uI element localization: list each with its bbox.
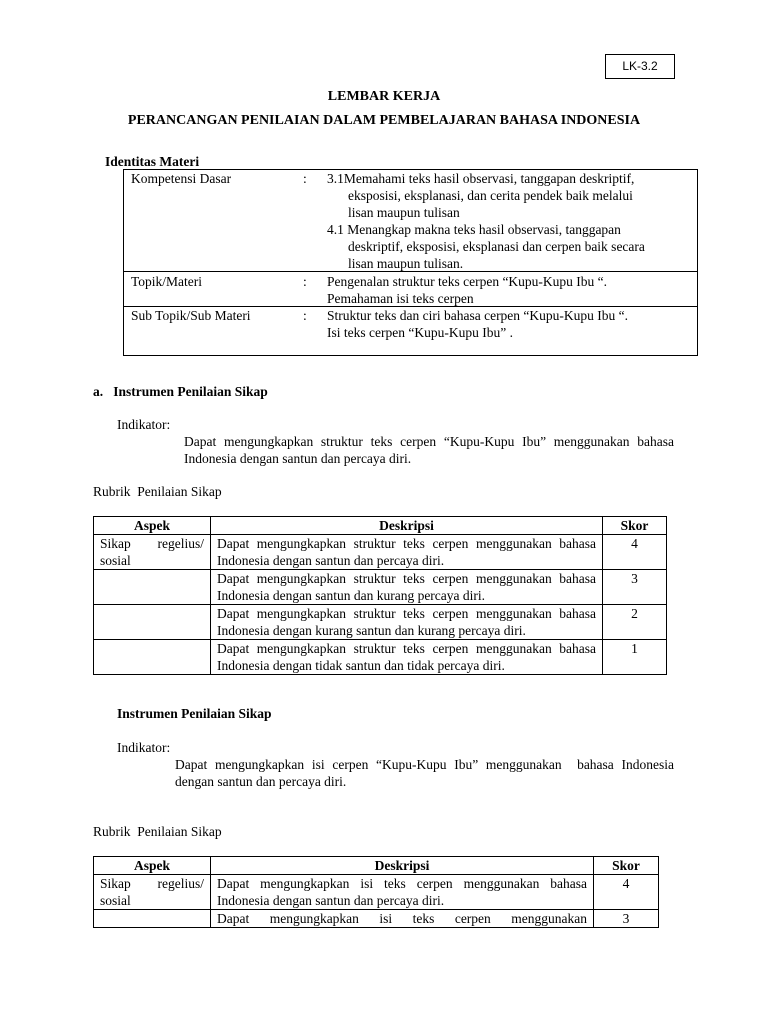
section-b-indikator-text: Dapat mengungkapkan isi cerpen “Kupu-Kupu Ibu” menggunakan bahasa Indonesia dengan santun dan percaya diri.: [175, 757, 678, 789]
kompetensi-line: deskriptif, eksposisi, eksplanasi dan cerpen baik secara: [348, 239, 645, 254]
cell-aspek: Sikap regelius/ sosial: [94, 875, 211, 910]
table-row: [94, 640, 667, 675]
cell-deskripsi: Dapat mengungkapkan struktur teks cerpen menggunakan bahasa Indonesia dengan santun dan percaya diri.: [211, 535, 603, 570]
cell-deskripsi: Dapat mengungkapkan struktur teks cerpen menggunakan bahasa Indonesia dengan kurang santun dan kurang percaya diri.: [211, 605, 603, 640]
section-b-rubrik-label: Rubrik Penilaian Sikap: [93, 824, 222, 839]
document-code-badge: [605, 54, 675, 79]
table-row: [94, 570, 667, 605]
cell-deskripsi: Dapat mengungkapkan struktur teks cerpen menggunakan bahasa Indonesia dengan santun dan kurang percaya diri.: [211, 570, 603, 605]
section-a-rubrik-label: Rubrik Penilaian Sikap: [93, 484, 222, 499]
page-subtitle: PERANCANGAN PENILAIAN DALAM PEMBELAJARAN BAHASA INDONESIA: [127, 113, 641, 128]
section-b-heading: Instrumen Penilaian Sikap: [117, 706, 272, 721]
cell-aspek: [94, 910, 211, 928]
section-a-indikator-label: Indikator:: [117, 417, 171, 432]
topik-line: Pemahaman isi teks cerpen: [327, 291, 474, 306]
cell-aspek: [94, 570, 211, 605]
topik-label: Topik/Materi: [131, 274, 203, 289]
table-header-row: [94, 857, 659, 875]
subtopik-label: Sub Topik/Sub Materi: [131, 308, 251, 323]
topik-colon: :: [303, 274, 307, 289]
kompetensi-line: eksposisi, eksplanasi, dan cerita pendek baik melalui: [348, 188, 633, 203]
identitas-box: [123, 169, 698, 356]
cell-skor: 3: [594, 910, 659, 928]
subtopik-line: Isi teks cerpen “Kupu-Kupu Ibu” .: [327, 325, 513, 340]
table-row: [94, 535, 667, 570]
kompetensi-line: 4.1 Menangkap makna teks hasil observasi, tanggapan: [327, 222, 621, 237]
section-a-indikator-text: Dapat mengungkapkan struktur teks cerpen “Kupu-Kupu Ibu” menggunakan bahasa Indonesia dengan santun dan percaya diri.: [184, 434, 674, 466]
cell-skor: 2: [603, 605, 667, 640]
row-divider: [124, 271, 697, 272]
cell-aspek: Sikap regelius/ sosial: [94, 535, 211, 570]
kompetensi-line: lisan maupun tulisan: [348, 205, 460, 220]
table-row: [94, 875, 659, 910]
rubric-table-a: [93, 516, 667, 675]
page-title: LEMBAR KERJA: [327, 89, 441, 104]
kompetensi-label: Kompetensi Dasar: [131, 171, 232, 186]
kompetensi-line: lisan maupun tulisan.: [348, 256, 464, 271]
header-aspek: Aspek: [94, 517, 211, 535]
subtopik-colon: :: [303, 308, 307, 323]
rubric-table-b: [93, 856, 659, 928]
identitas-heading: Identitas Materi: [105, 154, 200, 169]
topik-line: Pengenalan struktur teks cerpen “Kupu-Kupu Ibu “.: [327, 274, 608, 289]
table-row: [94, 605, 667, 640]
cell-aspek: [94, 640, 211, 675]
kompetensi-colon: :: [303, 171, 307, 186]
cell-deskripsi: Dapat mengungkapkan struktur teks cerpen menggunakan bahasa Indonesia dengan tidak santun dan tidak percaya diri.: [211, 640, 603, 675]
header-skor: Skor: [594, 857, 659, 875]
header-deskripsi: Deskripsi: [211, 857, 594, 875]
section-a-heading: a. Instrumen Penilaian Sikap: [93, 384, 268, 399]
kompetensi-line: 3.1Memahami teks hasil observasi, tanggapan deskriptif,: [327, 171, 635, 186]
table-row: [94, 910, 659, 928]
subtopik-line: Struktur teks dan ciri bahasa cerpen “Kupu-Kupu Ibu “.: [327, 308, 629, 323]
cell-aspek: [94, 605, 211, 640]
section-b-indikator-label: Indikator:: [117, 740, 171, 755]
header-deskripsi: Deskripsi: [211, 517, 603, 535]
table-header-row: [94, 517, 667, 535]
header-skor: Skor: [603, 517, 667, 535]
header-aspek: Aspek: [94, 857, 211, 875]
cell-deskripsi: Dapat mengungkapkan isi teks cerpen menggunakan: [211, 910, 594, 928]
cell-skor: 3: [603, 570, 667, 605]
document-code: LK-3.2: [622, 59, 658, 73]
cell-skor: 4: [594, 875, 659, 910]
cell-skor: 1: [603, 640, 667, 675]
cell-deskripsi: Dapat mengungkapkan isi teks cerpen menggunakan bahasa Indonesia dengan santun dan percaya diri.: [211, 875, 594, 910]
cell-skor: 4: [603, 535, 667, 570]
